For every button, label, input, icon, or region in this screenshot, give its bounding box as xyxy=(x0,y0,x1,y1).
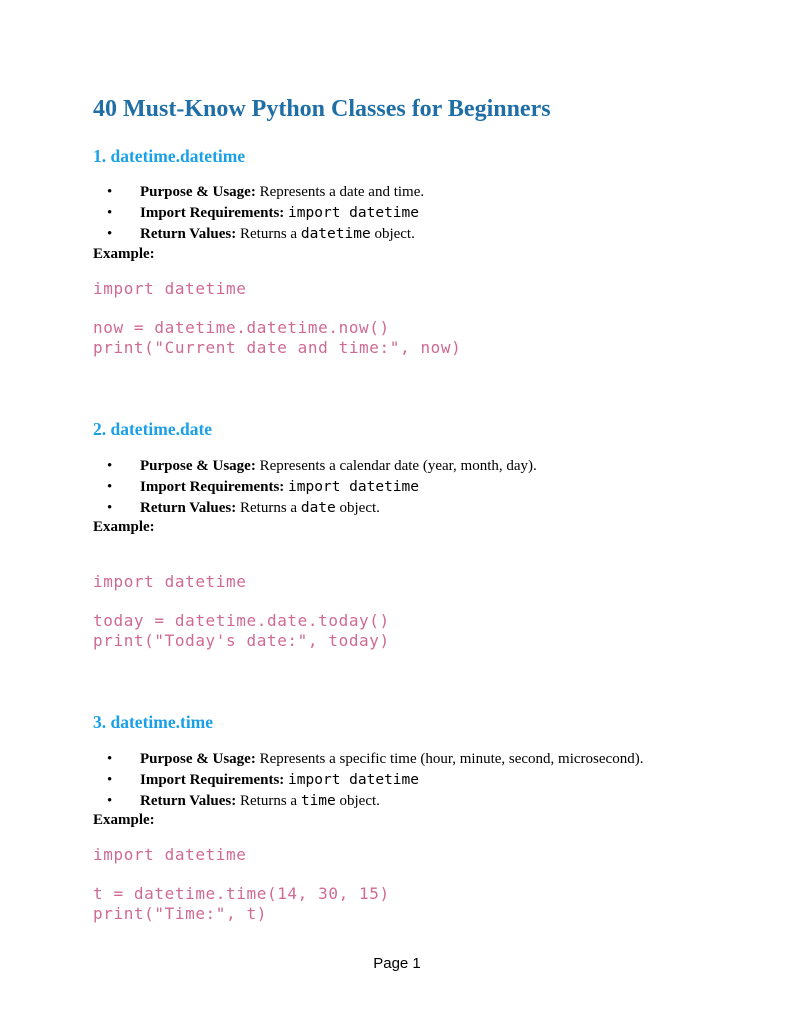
bullet-icon: • xyxy=(107,458,113,474)
bullet-icon: • xyxy=(107,751,113,767)
document-title: 40 Must-Know Python Classes for Beginners xyxy=(93,96,551,122)
return-code: date xyxy=(300,500,336,516)
code-line xyxy=(93,592,733,612)
purpose-text: Represents a calendar date (year, month, day). xyxy=(255,458,537,474)
return-prefix: Returns a xyxy=(236,226,301,242)
bullet-icon: • xyxy=(107,479,113,495)
section-heading: 3. datetime.time xyxy=(93,712,214,732)
code-line: now = datetime.datetime.now() xyxy=(93,318,390,337)
bullet-icon: • xyxy=(107,226,113,242)
code-line: today = datetime.date.today() xyxy=(93,611,390,630)
purpose-label: Purpose & Usage: xyxy=(140,184,256,200)
return-prefix: Returns a xyxy=(236,793,301,809)
import-label: Import Requirements: xyxy=(140,205,285,221)
page-number: Page 1 xyxy=(373,955,421,972)
return-suffix: object. xyxy=(335,793,380,809)
return-prefix: Returns a xyxy=(236,500,301,516)
purpose-label: Purpose & Usage: xyxy=(140,751,256,767)
section-heading: 1. datetime.datetime xyxy=(93,146,246,166)
example-label: Example: xyxy=(93,246,155,262)
purpose-label: Purpose & Usage: xyxy=(140,458,256,474)
return-code: datetime xyxy=(300,226,371,242)
return-label: Return Values: xyxy=(140,793,237,809)
import-label: Import Requirements: xyxy=(140,479,285,495)
code-line: print("Time:", t) xyxy=(93,903,267,923)
code-line: import datetime xyxy=(93,572,247,591)
section-heading: 2. datetime.date xyxy=(93,419,213,439)
purpose-text: Represents a date and time. xyxy=(255,184,425,200)
code-line xyxy=(93,299,733,319)
return-label: Return Values: xyxy=(140,226,237,242)
code-line: t = datetime.time(14, 30, 15) xyxy=(93,884,390,903)
example-label: Example: xyxy=(93,519,155,535)
return-code: time xyxy=(300,793,336,809)
code-block xyxy=(93,845,733,923)
code-line: import datetime xyxy=(93,845,247,864)
code-block xyxy=(93,572,733,650)
example-label: Example: xyxy=(93,812,155,828)
return-suffix: object. xyxy=(370,226,415,242)
code-line xyxy=(93,865,733,885)
import-code: import datetime xyxy=(288,772,419,788)
purpose-text: Represents a specific time (hour, minute, second, microsecond). xyxy=(255,751,644,767)
bullet-icon: • xyxy=(107,500,113,516)
bullet-icon: • xyxy=(107,772,113,788)
return-suffix: object. xyxy=(335,500,380,516)
bullet-icon: • xyxy=(107,793,113,809)
import-code: import datetime xyxy=(288,479,419,495)
return-label: Return Values: xyxy=(140,500,237,516)
import-label: Import Requirements: xyxy=(140,772,285,788)
code-line: import datetime xyxy=(93,279,247,298)
code-line: print("Today's date:", today) xyxy=(93,630,390,650)
code-line: print("Current date and time:", now) xyxy=(93,337,462,357)
bullet-icon: • xyxy=(107,205,113,221)
bullet-icon: • xyxy=(107,184,113,200)
code-block xyxy=(93,279,733,357)
import-code: import datetime xyxy=(288,205,419,221)
